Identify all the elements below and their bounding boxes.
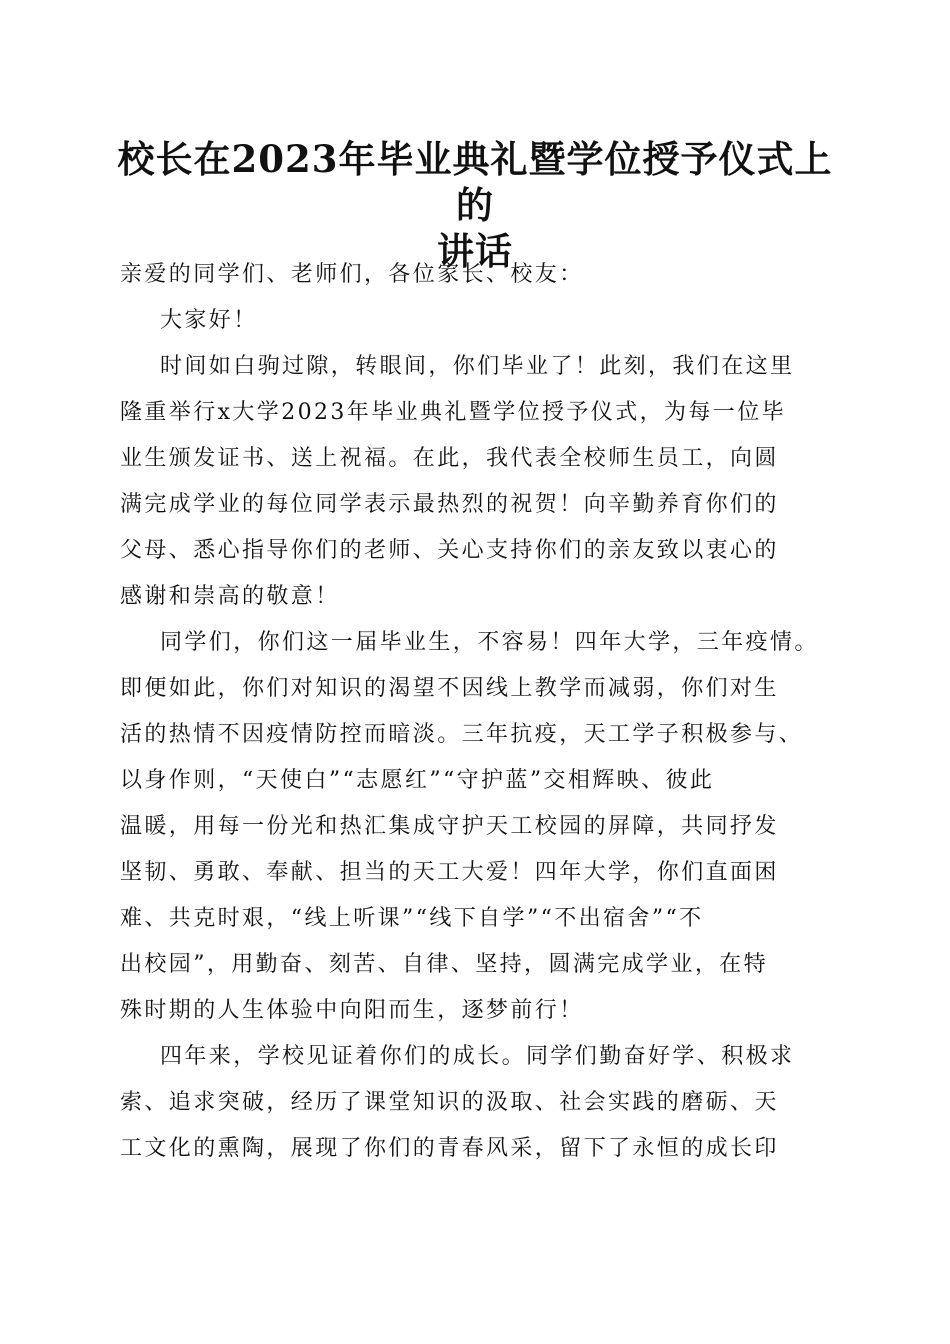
body-line: 出校园”，用勤奋、刻苦、自律、坚持，圆满完成学业，在特 [120, 952, 769, 977]
body-line: 温暖，用每一份光和热汇集成守护天工校园的屏障，共同抒发 [120, 814, 779, 839]
body-line: 殊时期的人生体验中向阳而生，逐梦前行！ [120, 998, 584, 1023]
body-line: 四年来，学校见证着你们的成长。同学们勤奋好学、积极求 [160, 1044, 795, 1069]
body-line: 工文化的熏陶，展现了你们的青春风采，留下了永恒的成长印 [120, 1136, 779, 1161]
body-line: 活的热情不因疫情防控而暗淡。三年抗疫，天工学子积极参与、 [120, 722, 804, 747]
body-line: 业生颁发证书、送上祝福。在此，我代表全校师生员工，向圆 [120, 446, 779, 471]
title-line-1: 校长在2023年毕业典礼暨学位授予仪式上的 [117, 137, 833, 227]
body-line: 坚韧、勇敢、奉献、担当的天工大爱！四年大学，你们直面困 [120, 860, 779, 885]
body-line: 父母、悉心指导你们的老师、关心支持你们的亲友致以衷心的 [120, 538, 779, 563]
body-line: 隆重举行x大学2023年毕业典礼暨学位授予仪式，为每一位毕 [120, 400, 786, 425]
greeting: 大家好！ [160, 308, 258, 333]
body-line: 难、共克时艰，“线上听课”“线下自学”“不出宿舍”“不 [120, 906, 704, 931]
title-line-2: 讲话 [437, 229, 513, 273]
body-line: 以身作则，“天使白”“志愿红”“守护蓝”交相辉映、彼此 [120, 768, 715, 793]
salutation: 亲爱的同学们、老师们，各位家长、校友： [120, 262, 584, 287]
body-line: 同学们，你们这一届毕业生，不容易！四年大学，三年疫情。 [160, 630, 819, 655]
body-line: 感谢和崇高的敬意！ [120, 584, 340, 609]
body-line: 时间如白驹过隙，转眼间，你们毕业了！此刻，我们在这里 [160, 354, 795, 379]
body-line: 索、追求突破，经历了课堂知识的汲取、社会实践的磨砺、天 [120, 1090, 779, 1115]
body-line: 即便如此，你们对知识的渴望不因线上教学而减弱，你们对生 [120, 676, 779, 701]
speech-body [120, 252, 835, 1172]
body-line: 满完成学业的每位同学表示最热烈的祝贺！向辛勤养育你们的 [120, 492, 779, 517]
